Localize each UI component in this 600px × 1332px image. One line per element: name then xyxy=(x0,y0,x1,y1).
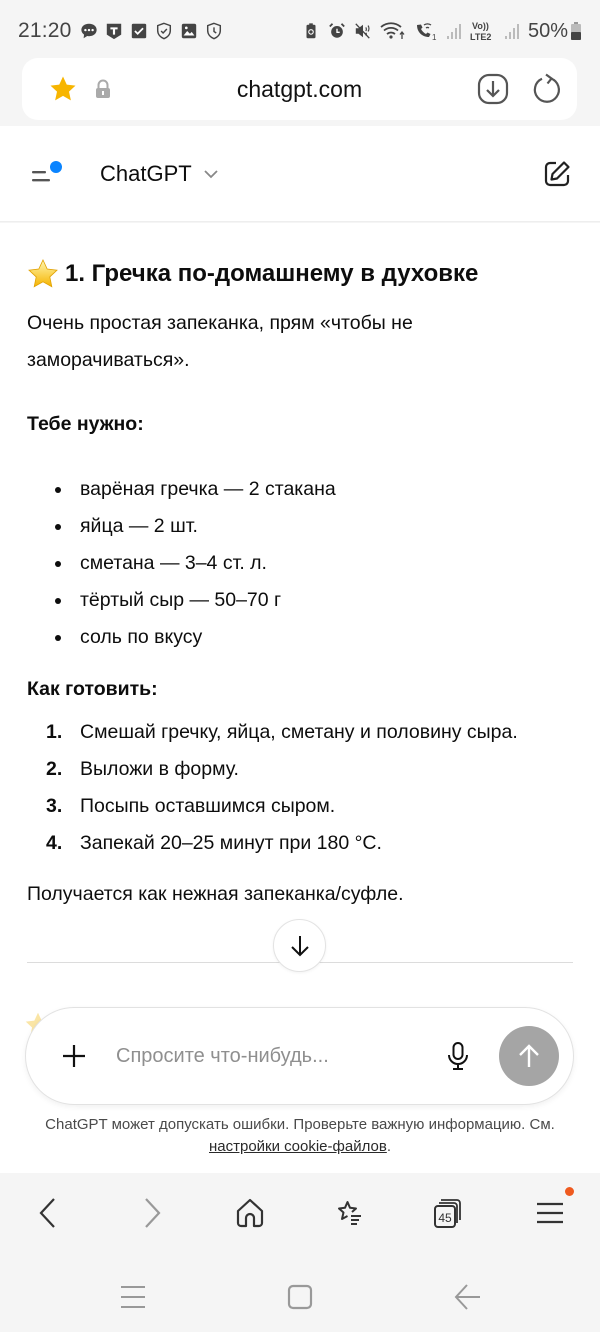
ingredients-list xyxy=(27,471,336,656)
cookie-settings-link[interactable]: настройки cookie-файлов xyxy=(209,1138,387,1155)
list-item xyxy=(27,825,518,862)
step-number: 2. xyxy=(46,758,63,780)
disclaimer-text: ChatGPT может допускать ошибки. Проверьте важную информацию. См. xyxy=(45,1116,555,1133)
step-text: Смешай гречку, яйца, сметану и половину сыра. xyxy=(80,721,518,743)
plus-icon[interactable] xyxy=(60,1042,88,1070)
battery-saver-icon xyxy=(302,22,320,40)
svg-text:1: 1 xyxy=(431,33,437,41)
tabs-icon xyxy=(432,1196,466,1230)
chevron-right-icon xyxy=(140,1196,164,1230)
alarm-icon xyxy=(328,22,346,40)
model-selector[interactable]: ChatGPT xyxy=(100,160,192,186)
list-item xyxy=(27,788,518,825)
prompt-input[interactable] xyxy=(116,1045,416,1068)
outro-paragraph: Получается как нежная запеканка/суфле. xyxy=(27,883,404,905)
lock-icon[interactable] xyxy=(94,79,112,99)
list-item xyxy=(27,751,518,788)
battery-percent: 50% xyxy=(527,19,568,42)
recipe-heading xyxy=(27,258,478,290)
forward-button[interactable] xyxy=(132,1193,172,1233)
svg-text:LTE2: LTE2 xyxy=(469,32,492,42)
scroll-to-bottom-button[interactable] xyxy=(273,919,326,972)
list-item: соль по вкусу xyxy=(27,619,336,656)
step-number: 1. xyxy=(46,721,63,743)
status-bar xyxy=(0,0,600,62)
ingredients-title: Тебе нужно: xyxy=(27,413,144,435)
step-text: Посыпь оставшимся сыром. xyxy=(80,795,336,817)
new-chat-edit-icon[interactable] xyxy=(542,159,572,189)
bookmarks-button[interactable] xyxy=(329,1193,369,1233)
arrow-down-icon xyxy=(287,933,313,959)
recent-apps-button[interactable] xyxy=(113,1277,153,1317)
tabs-button[interactable] xyxy=(429,1193,469,1233)
signal-1-icon xyxy=(446,21,462,41)
chevron-down-icon[interactable] xyxy=(202,165,220,183)
browser-toolbar xyxy=(0,1173,600,1257)
home-square-icon xyxy=(286,1283,314,1311)
status-time: 21:20 xyxy=(18,19,72,42)
list-item: яйца — 2 шт. xyxy=(27,508,336,545)
shield-clock-icon xyxy=(205,22,223,40)
disclaimer xyxy=(0,1114,600,1158)
heading-text: 1. Гречка по-домашнему в духовке xyxy=(65,260,479,287)
message-composer xyxy=(25,1007,574,1105)
step-number: 3. xyxy=(46,795,63,817)
browser-menu-button[interactable] xyxy=(530,1193,570,1233)
volte-lte2-icon xyxy=(470,20,496,42)
system-navigation-bar xyxy=(0,1257,600,1332)
star-emoji-icon xyxy=(27,258,59,290)
chevron-left-icon xyxy=(36,1196,60,1230)
home-icon xyxy=(234,1197,266,1229)
download-icon[interactable] xyxy=(477,73,509,105)
browser-url-bar[interactable] xyxy=(22,58,577,120)
recents-icon xyxy=(119,1283,147,1311)
system-indicators xyxy=(302,20,582,43)
home-nav-button[interactable] xyxy=(280,1277,320,1317)
reload-icon[interactable] xyxy=(531,73,563,105)
chat-bubble-icon xyxy=(80,22,98,40)
bookmark-star-icon[interactable] xyxy=(48,74,78,104)
signal-2-icon xyxy=(504,21,520,41)
star-list-icon xyxy=(332,1196,366,1230)
sidebar-menu-icon[interactable] xyxy=(30,160,64,188)
image-icon xyxy=(180,22,198,40)
back-arrow-icon xyxy=(454,1283,482,1311)
notification-icons xyxy=(80,22,223,40)
send-button[interactable] xyxy=(499,1026,559,1086)
hamburger-menu-icon xyxy=(535,1200,565,1226)
wifi-icon xyxy=(380,21,406,41)
t-badge-icon xyxy=(105,22,123,40)
steps-list xyxy=(27,714,518,862)
list-item: сметана — 3–4 ст. л. xyxy=(27,545,336,582)
intro-paragraph: Очень простая запеканка, прям «чтобы не заморачиваться». xyxy=(27,312,413,371)
step-text: Запекай 20–25 минут при 180 °C. xyxy=(80,832,382,854)
notification-dot xyxy=(565,1187,574,1196)
url-text[interactable]: chatgpt.com xyxy=(236,75,363,102)
disclaimer-suffix: . xyxy=(386,1138,391,1155)
steps-title: Как готовить: xyxy=(27,678,158,700)
svg-text:Vo)): Vo)) xyxy=(471,21,489,31)
wifi-calling-icon xyxy=(414,21,438,41)
back-button[interactable] xyxy=(28,1193,68,1233)
back-nav-button[interactable] xyxy=(448,1277,488,1317)
home-button[interactable] xyxy=(230,1193,270,1233)
microphone-icon[interactable] xyxy=(445,1041,471,1071)
battery-icon xyxy=(570,21,582,41)
arrow-up-icon xyxy=(515,1042,543,1070)
checkbox-icon xyxy=(130,22,148,40)
step-text: Выложи в форму. xyxy=(80,758,239,780)
list-item xyxy=(27,714,518,751)
list-item: варёная гречка — 2 стакана xyxy=(27,471,336,508)
svg-text:45: 45 xyxy=(438,1211,452,1225)
list-item: тёртый сыр — 50–70 г xyxy=(27,582,336,619)
app-header xyxy=(0,126,600,222)
step-number: 4. xyxy=(46,832,63,854)
mute-icon xyxy=(354,22,372,40)
shield-check-icon xyxy=(155,22,173,40)
